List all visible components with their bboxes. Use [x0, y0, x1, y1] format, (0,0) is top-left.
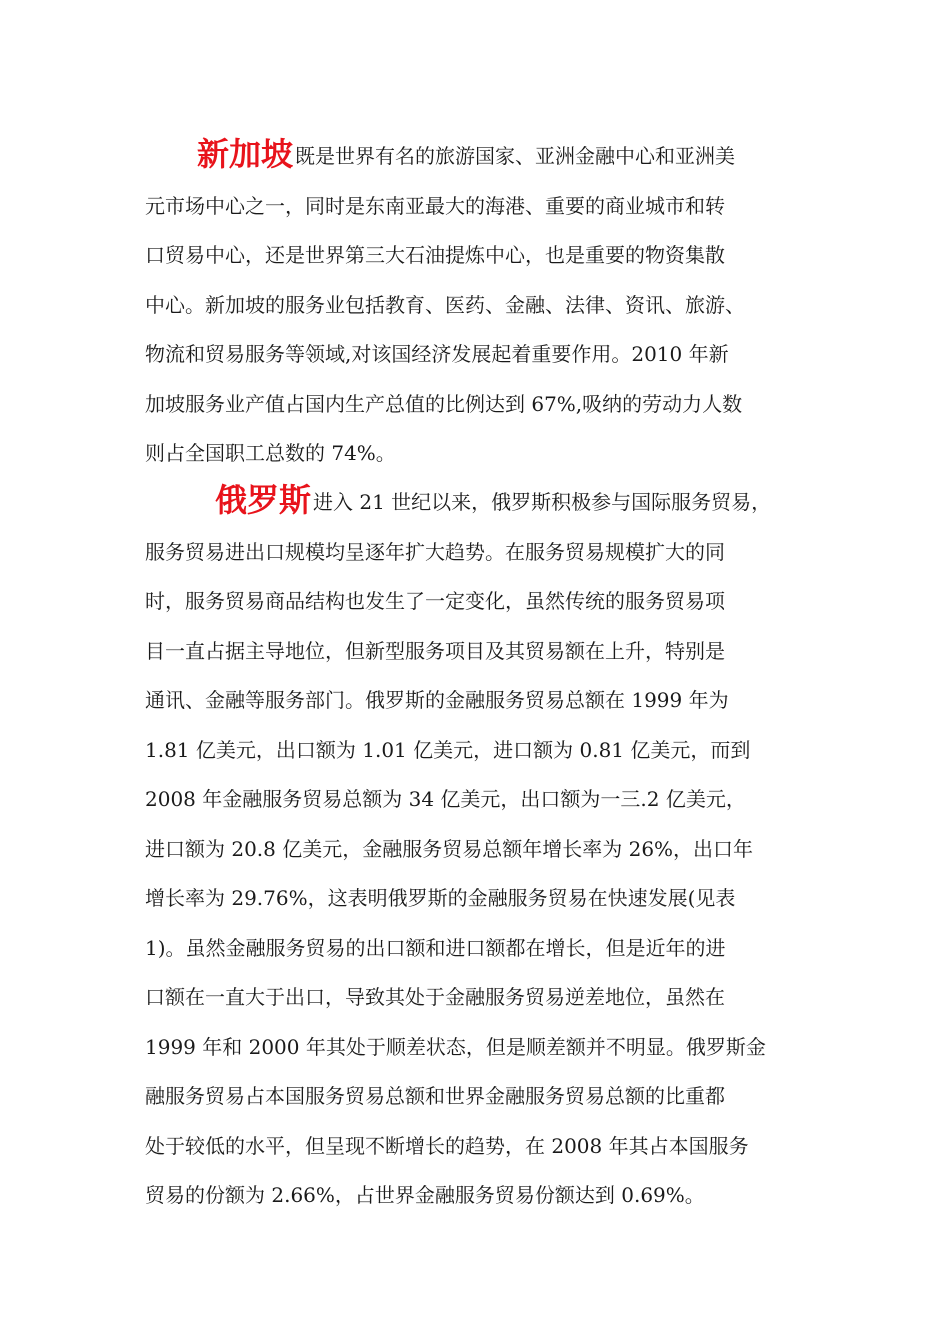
russia-line: 通讯、金融等服务部门。俄罗斯的金融服务贸易总额在 1999 年为 — [145, 688, 729, 712]
russia-paragraph — [145, 478, 815, 1221]
singapore-line: 中心。新加坡的服务业包括教育、医药、金融、法律、资讯、旅游、 — [145, 292, 745, 317]
russia-line: 1)。虽然金融服务贸易的出口额和进口额都在增长，但是近年的进 — [145, 935, 726, 960]
russia-line: 进入 21 世纪以来，俄罗斯积极参与国际服务贸易， — [313, 490, 772, 514]
singapore-line: 既是世界有名的旅游国家、亚洲金融中心和亚洲美 — [295, 144, 736, 168]
singapore-line: 口贸易中心，还是世界第三大石油提炼中心，也是重要的物资集散 — [145, 243, 725, 267]
singapore-paragraph — [145, 132, 815, 479]
russia-line: 口额在一直大于出口，导致其处于金融服务贸易逆差地位，虽然在 — [145, 985, 725, 1009]
russia-line: 处于较低的水平，但呈现不断增长的趋势，在 2008 年其占本国服务 — [145, 1133, 749, 1158]
russia-line: 2008 年金融服务贸易总额为 34 亿美元，出口额为一三.2 亿美元， — [145, 787, 746, 811]
singapore-line: 元市场中心之一，同时是东南亚最大的海港、重要的商业城市和转 — [145, 193, 725, 218]
russia-heading: 俄罗斯 — [215, 481, 312, 519]
singapore-first-line — [145, 132, 815, 182]
singapore-line: 物流和贸易服务等领域,对该国经济发展起着重要作用。2010 年新 — [145, 342, 729, 366]
singapore-line: 则占全国职工总数的 74%。 — [145, 441, 396, 465]
russia-line: 1999 年和 2000 年其处于顺差状态，但是顺差额并不明显。俄罗斯金 — [145, 1034, 766, 1059]
russia-line: 时，服务贸易商品结构也发生了一定变化，虽然传统的服务贸易项 — [145, 589, 725, 613]
russia-line: 贸易的份额为 2.66%，占世界金融服务贸易份额达到 0.69%。 — [145, 1183, 705, 1207]
russia-first-line — [145, 478, 815, 528]
russia-line: 1.81 亿美元，出口额为 1.01 亿美元，进口额为 0.81 亿美元，而到 — [145, 737, 751, 762]
singapore-heading: 新加坡 — [197, 135, 294, 173]
russia-line: 服务贸易进出口规模均呈逐年扩大趋势。在服务贸易规模扩大的同 — [145, 539, 725, 564]
russia-line: 目一直占据主导地位，但新型服务项目及其贸易额在上升，特别是 — [145, 638, 725, 663]
russia-line: 增长率为 29.76%，这表明俄罗斯的金融服务贸易在快速发展(见表 — [145, 886, 736, 910]
russia-line: 进口额为 20.8 亿美元，金融服务贸易总额年增长率为 26%，出口年 — [145, 836, 754, 861]
russia-line: 融服务贸易占本国服务贸易总额和世界金融服务贸易总额的比重都 — [145, 1084, 725, 1108]
singapore-line: 加坡服务业产值占国内生产总值的比例达到 67%,吸纳的劳动力人数 — [145, 391, 743, 416]
